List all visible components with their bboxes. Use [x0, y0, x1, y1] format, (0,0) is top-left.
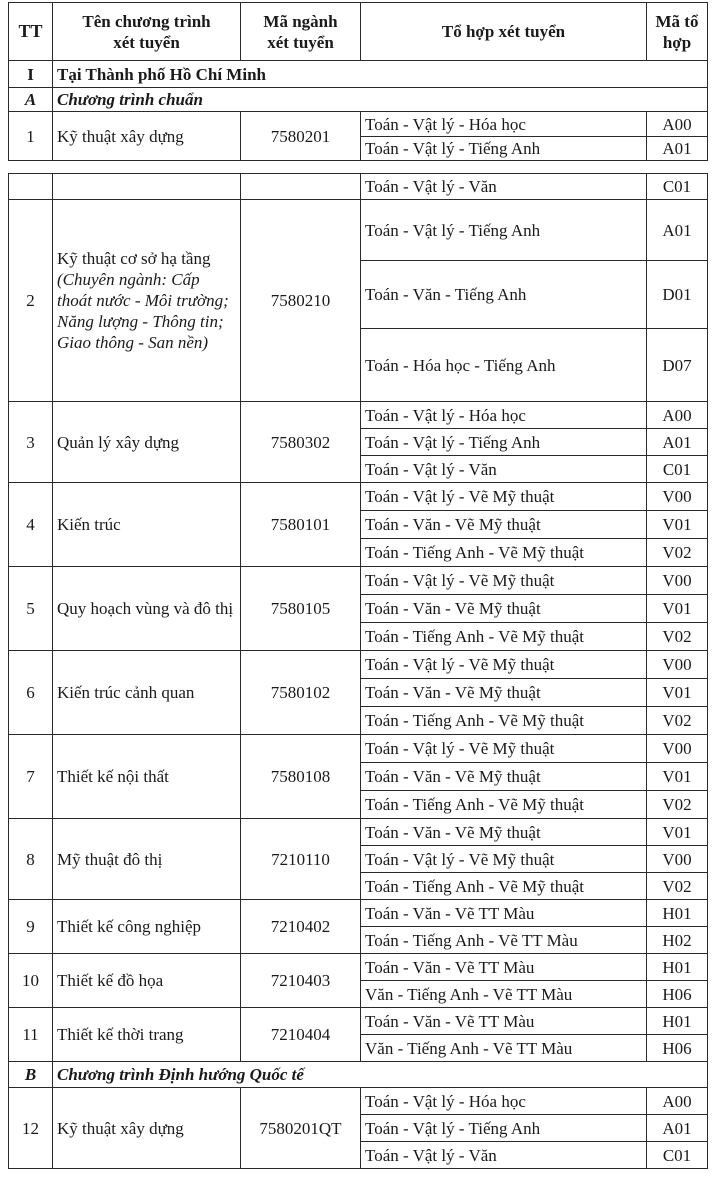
table-header-row: [9, 3, 708, 61]
combination-code: A00: [647, 402, 708, 429]
major-code: 7580210: [241, 200, 361, 402]
subsection-row: [9, 88, 708, 112]
header-combination: Tổ hợp xét tuyển: [361, 3, 647, 61]
program-name: Mỹ thuật đô thị: [53, 819, 241, 900]
header-program: [53, 3, 241, 61]
program-name: Thiết kế công nghiệp: [53, 900, 241, 954]
row-number: [9, 174, 53, 200]
combination-code: V01: [647, 763, 708, 791]
combination-code: V00: [647, 483, 708, 511]
section-label: Tại Thành phố Hồ Chí Minh: [53, 61, 708, 88]
combination: Toán - Vật lý - Tiếng Anh: [361, 1115, 647, 1142]
subsection-row: [9, 1062, 708, 1088]
program-name: Kỹ thuật xây dựng: [53, 112, 241, 161]
row-number: 5: [9, 567, 53, 651]
program-name: [53, 174, 241, 200]
header-combo-code: [647, 3, 708, 61]
header-program-line1: Tên chương trình: [82, 11, 211, 31]
section-row: [9, 61, 708, 88]
combination-code: V02: [647, 707, 708, 735]
combination-code: V02: [647, 791, 708, 819]
combination: Toán - Văn - Vẽ Mỹ thuật: [361, 595, 647, 623]
major-code: 7580302: [241, 402, 361, 483]
program-name-note: (Chuyên ngành: Cấp thoát nước - Môi trường; Năng lượng - Thông tin; Giao thông - San nền): [57, 270, 229, 352]
row-number: 6: [9, 651, 53, 735]
combination: Toán - Tiếng Anh - Vẽ TT Màu: [361, 927, 647, 954]
major-code: 7210404: [241, 1008, 361, 1062]
combination-code: A00: [647, 112, 708, 137]
program-name: Quy hoạch vùng và đô thị: [53, 567, 241, 651]
table-row: [9, 954, 708, 981]
combination: Văn - Tiếng Anh - Vẽ TT Màu: [361, 1035, 647, 1062]
table-row: [9, 174, 708, 200]
combination: Toán - Vật lý - Văn: [361, 1142, 647, 1169]
combination: Toán - Vật lý - Hóa học: [361, 112, 647, 137]
combination-code: V01: [647, 595, 708, 623]
combination-code: D01: [647, 261, 708, 329]
row-number: 3: [9, 402, 53, 483]
combination-code: A00: [647, 1088, 708, 1115]
combination: Toán - Vật lý - Hóa học: [361, 402, 647, 429]
combination: Toán - Vật lý - Vẽ Mỹ thuật: [361, 651, 647, 679]
program-name-main: Kỹ thuật cơ sở hạ tầng: [57, 249, 211, 268]
major-code: 7210403: [241, 954, 361, 1008]
combination: Toán - Vật lý - Vẽ Mỹ thuật: [361, 567, 647, 595]
major-code: 7210110: [241, 819, 361, 900]
combination: Toán - Tiếng Anh - Vẽ Mỹ thuật: [361, 539, 647, 567]
major-code: 7580108: [241, 735, 361, 819]
combination: Toán - Vật lý - Vẽ Mỹ thuật: [361, 735, 647, 763]
combination-code: V01: [647, 819, 708, 846]
combination-code: H06: [647, 981, 708, 1008]
table-row: [9, 651, 708, 679]
major-code: 7580201QT: [241, 1088, 361, 1169]
major-code: 7210402: [241, 900, 361, 954]
table-row: [9, 900, 708, 927]
combination-code: V00: [647, 651, 708, 679]
row-number: 7: [9, 735, 53, 819]
row-number: 11: [9, 1008, 53, 1062]
combination: Toán - Hóa học - Tiếng Anh: [361, 329, 647, 402]
combination-code: V01: [647, 511, 708, 539]
combination-code: V00: [647, 567, 708, 595]
major-code: 7580101: [241, 483, 361, 567]
combination-code: A01: [647, 200, 708, 261]
section-index: I: [9, 61, 53, 88]
combination-code: C01: [647, 1142, 708, 1169]
header-program-line2: xét tuyển: [113, 32, 180, 52]
table-row: [9, 735, 708, 763]
combination: Toán - Tiếng Anh - Vẽ Mỹ thuật: [361, 791, 647, 819]
combination: Văn - Tiếng Anh - Vẽ TT Màu: [361, 981, 647, 1008]
combination: Toán - Vật lý - Tiếng Anh: [361, 429, 647, 456]
major-code: 7580105: [241, 567, 361, 651]
program-name: Thiết kế nội thất: [53, 735, 241, 819]
combination: Toán - Vật lý - Tiếng Anh: [361, 137, 647, 161]
row-number: 8: [9, 819, 53, 900]
row-number: 12: [9, 1088, 53, 1169]
program-name: Kiến trúc: [53, 483, 241, 567]
combination-code: H01: [647, 900, 708, 927]
table-row: [9, 112, 708, 137]
combination-code: H02: [647, 927, 708, 954]
subsection-label: Chương trình Định hướng Quốc tế: [53, 1062, 708, 1088]
combination-code: V02: [647, 623, 708, 651]
combination-code: H06: [647, 1035, 708, 1062]
combination: Toán - Văn - Tiếng Anh: [361, 261, 647, 329]
row-number: 9: [9, 900, 53, 954]
subsection-index: A: [9, 88, 53, 112]
program-name: Kiến trúc cảnh quan: [53, 651, 241, 735]
combination: Toán - Văn - Vẽ Mỹ thuật: [361, 819, 647, 846]
combination-code: H01: [647, 1008, 708, 1035]
header-code-line1: Mã ngành: [263, 11, 338, 31]
program-name: Kỹ thuật xây dựng: [53, 1088, 241, 1169]
combination-code: H01: [647, 954, 708, 981]
table-row: [9, 1008, 708, 1035]
combination: Toán - Tiếng Anh - Vẽ Mỹ thuật: [361, 707, 647, 735]
combination: Toán - Văn - Vẽ Mỹ thuật: [361, 679, 647, 707]
combination-code: V02: [647, 539, 708, 567]
combination: Toán - Văn - Vẽ Mỹ thuật: [361, 511, 647, 539]
combination-code: D07: [647, 329, 708, 402]
combination-code: C01: [647, 456, 708, 483]
program-name: Thiết kế đồ họa: [53, 954, 241, 1008]
combination: Toán - Vật lý - Vẽ Mỹ thuật: [361, 846, 647, 873]
combination-code: A01: [647, 137, 708, 161]
row-number: 4: [9, 483, 53, 567]
header-tt: TT: [9, 3, 53, 61]
admission-table-part-1: [8, 2, 708, 161]
header-combo-code-line2: hợp: [662, 32, 692, 52]
combination-code: V01: [647, 679, 708, 707]
combination: Toán - Vật lý - Văn: [361, 456, 647, 483]
row-number: 10: [9, 954, 53, 1008]
combination-code: V02: [647, 873, 708, 900]
combination: Toán - Vật lý - Tiếng Anh: [361, 200, 647, 261]
header-code-line2: xét tuyển: [267, 32, 334, 52]
subsection-label: Chương trình chuẩn: [53, 88, 708, 112]
table-row: [9, 402, 708, 429]
row-number: 1: [9, 112, 53, 161]
program-name: Thiết kế thời trang: [53, 1008, 241, 1062]
combination: Toán - Văn - Vẽ TT Màu: [361, 954, 647, 981]
combination: Toán - Văn - Vẽ TT Màu: [361, 1008, 647, 1035]
combination: Toán - Văn - Vẽ TT Màu: [361, 900, 647, 927]
combination: Toán - Vật lý - Văn: [361, 174, 647, 200]
table-row: [9, 567, 708, 595]
row-number: 2: [9, 200, 53, 402]
major-code: 7580201: [241, 112, 361, 161]
combination-code: V00: [647, 735, 708, 763]
header-major-code: [241, 3, 361, 61]
combination: Toán - Tiếng Anh - Vẽ Mỹ thuật: [361, 873, 647, 900]
combination: Toán - Tiếng Anh - Vẽ Mỹ thuật: [361, 623, 647, 651]
combination-code: C01: [647, 174, 708, 200]
subsection-index: B: [9, 1062, 53, 1088]
combination-code: V00: [647, 846, 708, 873]
combination: Toán - Vật lý - Vẽ Mỹ thuật: [361, 483, 647, 511]
header-combo-code-line1: Mã tổ: [655, 11, 699, 31]
program-name: [53, 200, 241, 402]
program-name: Quản lý xây dựng: [53, 402, 241, 483]
table-row: [9, 483, 708, 511]
table-row: [9, 200, 708, 261]
combination-code: A01: [647, 429, 708, 456]
combination: Toán - Văn - Vẽ Mỹ thuật: [361, 763, 647, 791]
major-code: 7580102: [241, 651, 361, 735]
combination-code: A01: [647, 1115, 708, 1142]
admission-table-part-2: [8, 173, 708, 1169]
table-row: [9, 1088, 708, 1115]
combination: Toán - Vật lý - Hóa học: [361, 1088, 647, 1115]
major-code: [241, 174, 361, 200]
table-row: [9, 819, 708, 846]
